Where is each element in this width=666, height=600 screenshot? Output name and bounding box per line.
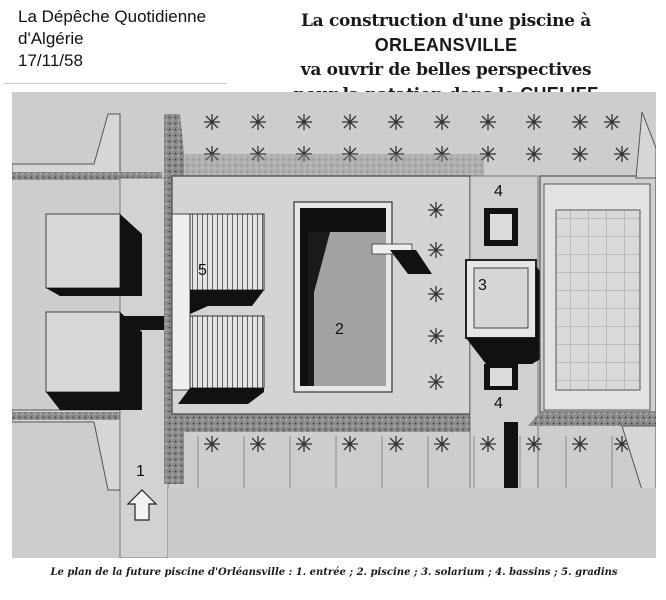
- basin-top: [484, 208, 518, 246]
- source-credit: [18, 6, 206, 72]
- source-publication-cont: d'Algérie: [18, 29, 84, 48]
- plan-caption: Le plan de la future piscine d'Orléansville : 1. entrée ; 2. piscine ; 3. solarium ; 4. bassins ; 5. gradins: [50, 567, 618, 578]
- source-date: 17/11/58: [18, 51, 83, 70]
- label-basin-top: 4: [494, 183, 503, 200]
- solarium: [466, 260, 552, 364]
- label-solarium: 3: [478, 277, 487, 294]
- source-publication: La Dépêche Quotidienne: [18, 7, 207, 26]
- label-pool: 2: [335, 321, 344, 338]
- pool-site-plan: [12, 92, 656, 558]
- headline-line-1-prefix: La construction d'une piscine à: [300, 11, 592, 31]
- label-stands: 5: [198, 262, 207, 279]
- changing-block-upper: [46, 214, 142, 296]
- source-divider: [4, 83, 226, 84]
- label-basin-bottom: 4: [494, 395, 503, 412]
- headline-line-2: va ouvrir de belles perspectives: [300, 60, 592, 80]
- label-entrance: 1: [136, 463, 145, 480]
- headline-line-1: [232, 9, 660, 58]
- headline-city: ORLEANSVILLE: [374, 35, 518, 55]
